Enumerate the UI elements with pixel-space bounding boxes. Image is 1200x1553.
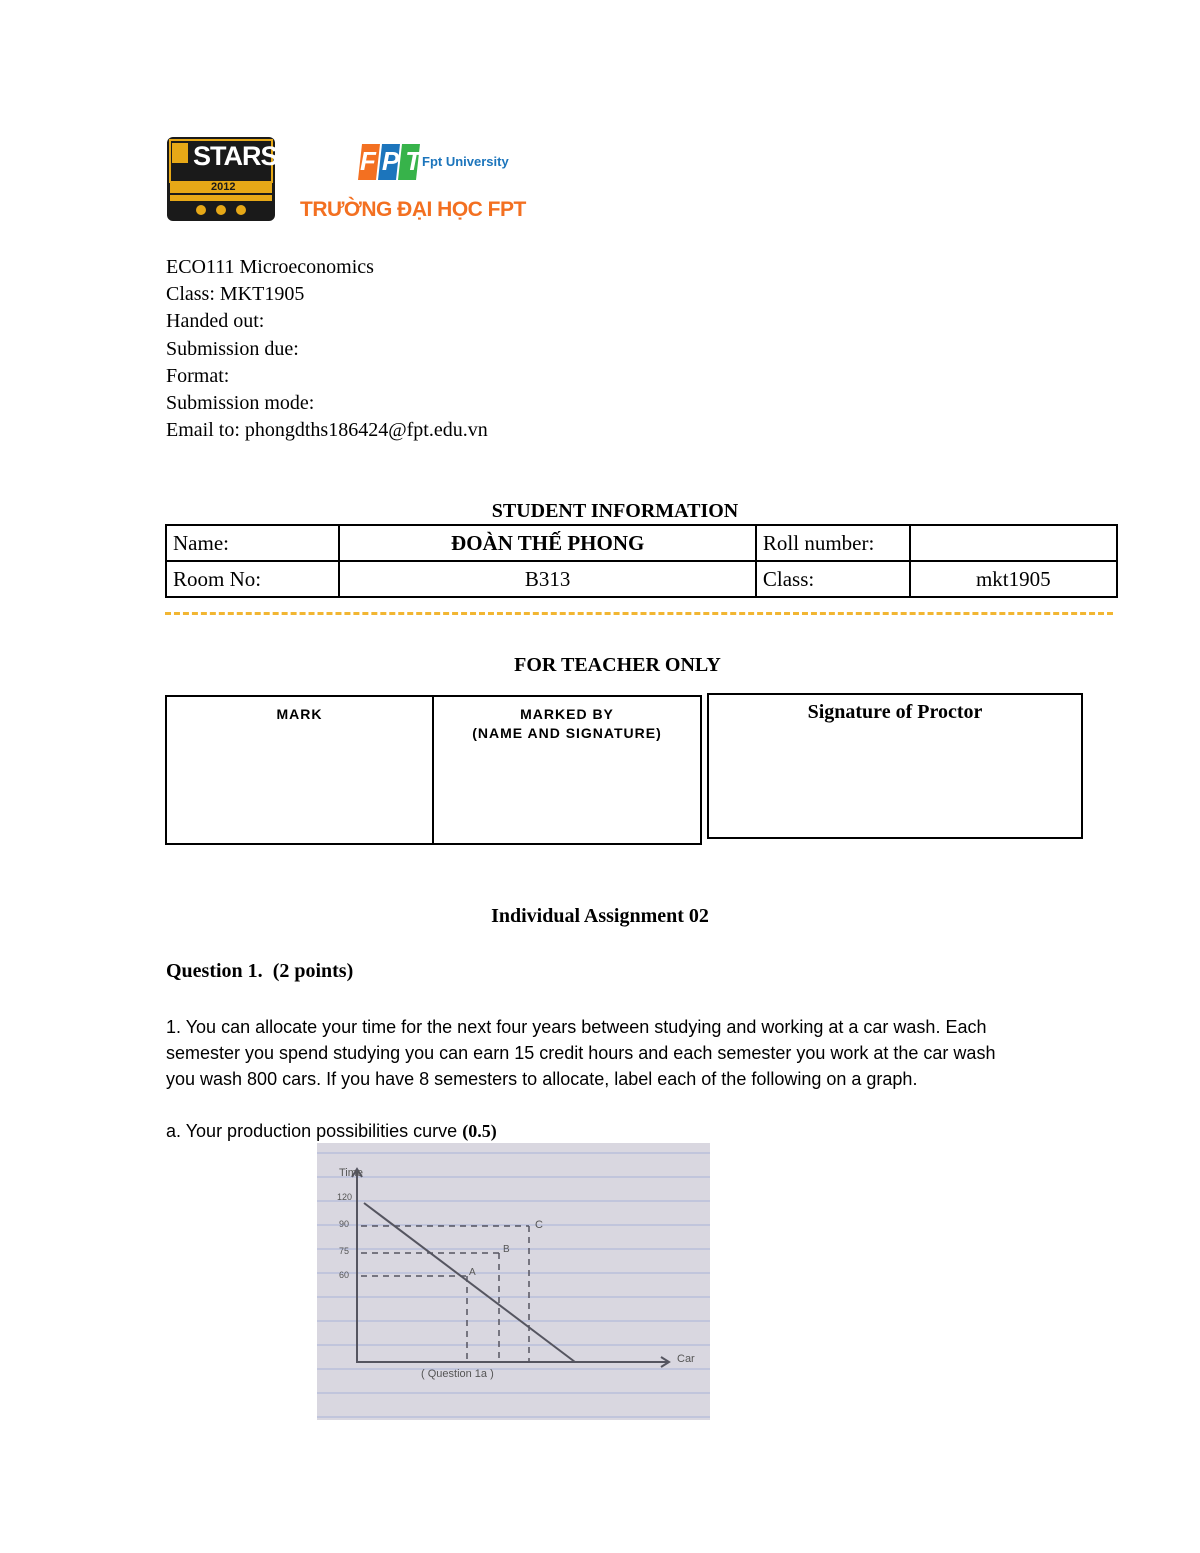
table-row — [166, 561, 1117, 597]
submission-due-line: Submission due: — [166, 337, 299, 360]
graph-y-tick: 90 — [339, 1219, 350, 1229]
graph-y-tick: 60 — [339, 1270, 350, 1280]
name-value: ĐOÀN THẾ PHONG — [339, 525, 755, 561]
assignment-title: Individual Assignment 02 — [491, 905, 709, 927]
fpt-brand-text: Fpt University — [422, 154, 509, 169]
question-points: (2 points) — [272, 960, 354, 982]
stars-text: STARS — [193, 141, 278, 171]
class-line: Class: MKT1905 — [166, 283, 305, 306]
stars-logo — [167, 137, 277, 222]
roll-number-value — [910, 525, 1117, 561]
proctor-signature-box — [707, 693, 1083, 839]
class-label: Class: — [756, 561, 910, 597]
question-label: Question 1. — [166, 960, 263, 982]
fpt-logo — [356, 140, 509, 189]
name-label: Name: — [166, 525, 339, 561]
graph-point-label: C — [535, 1219, 543, 1231]
graph-photo — [317, 1143, 710, 1420]
email-line: Email to: phongdths186424@fpt.edu.vn — [166, 419, 488, 442]
class-value: mkt1905 — [910, 561, 1117, 597]
sub-question-a-points: (0.5) — [462, 1121, 497, 1141]
roll-number-label: Roll number: — [756, 525, 910, 561]
table-row — [166, 525, 1117, 561]
marked-by-label: MARKED BY — [520, 706, 614, 722]
fpt-letters: FPT — [360, 146, 428, 176]
sub-question-a — [166, 1118, 1026, 1144]
format-line: Format: — [166, 364, 230, 387]
graph-x-axis-label: Car — [677, 1353, 695, 1365]
marked-by-box — [432, 695, 702, 845]
submission-mode-line: Submission mode: — [166, 392, 315, 415]
question-heading — [166, 960, 353, 983]
course-info — [166, 254, 488, 444]
sub-question-a-text: a. Your production possibilities curve — [166, 1121, 458, 1141]
marked-by-sublabel: (NAME AND SIGNATURE) — [472, 725, 662, 741]
student-info-heading: STUDENT INFORMATION — [491, 500, 739, 522]
room-label: Room No: — [166, 561, 339, 597]
graph-y-axis-label: Time — [339, 1167, 364, 1179]
room-value: B313 — [339, 561, 755, 597]
mark-label: MARK — [276, 706, 323, 722]
question-paragraph: 1. You can allocate your time for the next four years between studying and working at a car wash. Each semester you spend studying you can earn 15 credit hours and each semester you work at the car wash you wash 800 cars. If you have 8 semesters to allocate, label each of the following on a graph. — [166, 1017, 996, 1089]
graph-caption: ( Question 1a ) — [421, 1368, 494, 1380]
student-info-table — [165, 524, 1118, 598]
graph-point-label: A — [469, 1267, 476, 1278]
stars-year: 2012 — [211, 181, 236, 193]
school-name: TRƯỜNG ĐẠI HỌC FPT — [300, 198, 526, 221]
graph-y-tick: 75 — [339, 1246, 350, 1256]
graph-y-tick: 120 — [337, 1192, 353, 1202]
graph-photo-drawing — [317, 1143, 710, 1420]
teacher-heading: FOR TEACHER ONLY — [514, 654, 721, 676]
proctor-label: Signature of Proctor — [807, 701, 983, 723]
handed-out-line: Handed out: — [166, 310, 265, 333]
dashed-divider — [165, 612, 1113, 615]
mark-box — [165, 695, 434, 845]
graph-point-label: B — [503, 1244, 510, 1255]
course-title: ECO111 Microeconomics — [166, 256, 374, 278]
